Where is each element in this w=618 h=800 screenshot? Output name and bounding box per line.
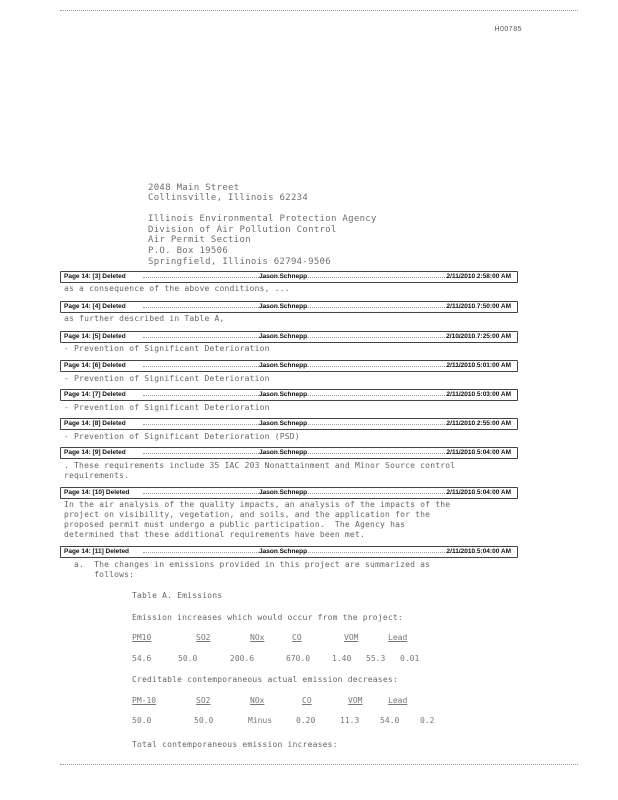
bottom-dotted-rule <box>60 764 578 765</box>
table-cell: 50.0 <box>194 716 214 725</box>
table-header-cell: PM-10 <box>132 696 157 705</box>
table-cell: 200.6 <box>230 654 255 663</box>
comment-author: Jason Schnepp <box>259 303 308 310</box>
comment-label: Page 14: [5] Deleted <box>64 333 126 340</box>
table-cell: 54.6 <box>132 654 152 663</box>
comment-timestamp: 2/11/2010 5:04:00 AM <box>446 548 511 555</box>
table-cell: 0.20 <box>296 716 316 725</box>
comment-label: Page 14: [3] Deleted <box>64 273 126 280</box>
comment-author: Jason Schnepp <box>259 391 308 398</box>
address-line: 2048 Main Street <box>148 183 240 193</box>
table-header-cell: VOM <box>344 633 359 642</box>
comment-author: Jason Schnepp <box>259 449 308 456</box>
deleted-text: - Prevention of Significant Deterioration <box>64 403 270 412</box>
comment-timestamp: 2/11/2010 2:58:00 AM <box>446 273 511 280</box>
table-cell: 0.2 <box>420 716 435 725</box>
comment-author: Jason Schnepp <box>259 420 308 427</box>
deleted-text: . These requirements include 35 IAC 203 Nonattainment and Minor Source control requirements. <box>64 461 456 480</box>
address-line: Springfield, Illinois 62794-9506 <box>148 257 331 267</box>
table-header-cell: NOx <box>250 633 265 642</box>
table-cell: 1.40 <box>332 654 352 663</box>
deleted-comment-header <box>60 418 518 430</box>
dotted-leader <box>143 337 477 338</box>
deleted-comment-header <box>60 301 518 313</box>
comment-label: Page 14: [7] Deleted <box>64 391 126 398</box>
page-id-stamp: H00785 <box>494 26 522 33</box>
table-cell: 50.0 <box>132 716 152 725</box>
table-cell: Minus <box>248 716 273 725</box>
table-cell: 50.0 <box>178 654 198 663</box>
dotted-leader <box>143 277 477 278</box>
comment-timestamp: 2/11/2010 5:01:00 AM <box>446 362 511 369</box>
table-header-cell: Lead <box>388 633 408 642</box>
address-line: Illinois Environmental Protection Agency <box>148 214 377 224</box>
table-header-cell: CO <box>302 696 312 705</box>
dotted-leader <box>143 307 477 308</box>
comment-label: Page 14: [4] Deleted <box>64 303 126 310</box>
deleted-text: - Prevention of Significant Deterioration <box>64 344 270 353</box>
address-line: Air Permit Section <box>148 235 251 245</box>
table-header-cell: PM10 <box>132 633 152 642</box>
body-line: Emission increases which would occur from the project: <box>132 613 403 622</box>
table-header-cell: SO2 <box>196 696 211 705</box>
dotted-leader <box>143 552 477 553</box>
deleted-comment-header <box>60 546 518 558</box>
address-line: P.O. Box 19506 <box>148 246 229 256</box>
deleted-text: - Prevention of Significant Deterioration (PSD) <box>64 432 300 441</box>
deleted-comment-header <box>60 447 518 459</box>
table-cell: 0.01 <box>400 654 420 663</box>
table-header-cell: Lead <box>388 696 408 705</box>
deleted-text: a. The changes in emissions provided in this project are summarized as follows: <box>74 560 431 579</box>
dotted-leader <box>143 366 477 367</box>
deleted-comment-header <box>60 487 518 499</box>
deleted-text: - Prevention of Significant Deterioration <box>64 374 270 383</box>
dotted-leader <box>143 395 477 396</box>
deleted-text: as further described in Table A, <box>64 314 225 323</box>
table-header-cell: NOx <box>250 696 265 705</box>
body-line: Total contemporaneous emission increases: <box>132 740 338 749</box>
table-header-cell: CO <box>292 633 302 642</box>
table-cell: 670.0 <box>286 654 311 663</box>
top-dotted-rule <box>60 10 578 11</box>
deleted-text: as a consequence of the above conditions, ... <box>64 284 290 293</box>
address-line: Division of Air Pollution Control <box>148 225 337 235</box>
comment-timestamp: 2/11/2010 5:03:00 AM <box>446 391 511 398</box>
deleted-comment-header <box>60 389 518 401</box>
dotted-leader <box>143 493 477 494</box>
deleted-text: In the air analysis of the quality impacts, an analysis of the impacts of the project on visibility, vegetation, and soils, and the application for the proposed permit must undergo a public participation. The Agency has determined that these additional requirements have been met. <box>64 500 451 539</box>
comment-author: Jason Schnepp <box>259 548 308 555</box>
dotted-leader <box>143 453 477 454</box>
table-cell: 54.0 <box>380 716 400 725</box>
table-header-cell: VOM <box>348 696 363 705</box>
deleted-comment-header <box>60 360 518 372</box>
comment-timestamp: 2/11/2010 7:50:00 AM <box>446 303 511 310</box>
comment-timestamp: 2/11/2010 5:04:00 AM <box>446 489 511 496</box>
comment-author: Jason Schnepp <box>259 489 308 496</box>
table-header-cell: SO2 <box>196 633 211 642</box>
comment-label: Page 14: [9] Deleted <box>64 449 126 456</box>
dotted-leader <box>143 424 477 425</box>
deleted-comment-header <box>60 331 518 343</box>
comment-timestamp: 2/11/2010 2:55:00 AM <box>446 420 511 427</box>
comment-timestamp: 2/10/2010 7:25:00 AM <box>446 333 511 340</box>
comment-label: Page 14: [6] Deleted <box>64 362 126 369</box>
comment-label: Page 14: [11] Deleted <box>64 548 130 555</box>
deleted-comment-header <box>60 271 518 283</box>
comment-timestamp: 2/11/2010 5:04:00 AM <box>446 449 511 456</box>
table-subheading: Table A. Emissions <box>132 591 223 600</box>
comment-author: Jason Schnepp <box>259 362 308 369</box>
table-cell: 55.3 <box>366 654 386 663</box>
body-line: Creditable contemporaneous actual emission decreases: <box>132 675 398 684</box>
table-cell: 11.3 <box>340 716 360 725</box>
comment-author: Jason Schnepp <box>259 273 308 280</box>
address-line: Collinsville, Illinois 62234 <box>148 193 309 203</box>
comment-label: Page 14: [8] Deleted <box>64 420 126 427</box>
comment-author: Jason Schnepp <box>259 333 308 340</box>
comment-label: Page 14: [10] Deleted <box>64 489 130 496</box>
